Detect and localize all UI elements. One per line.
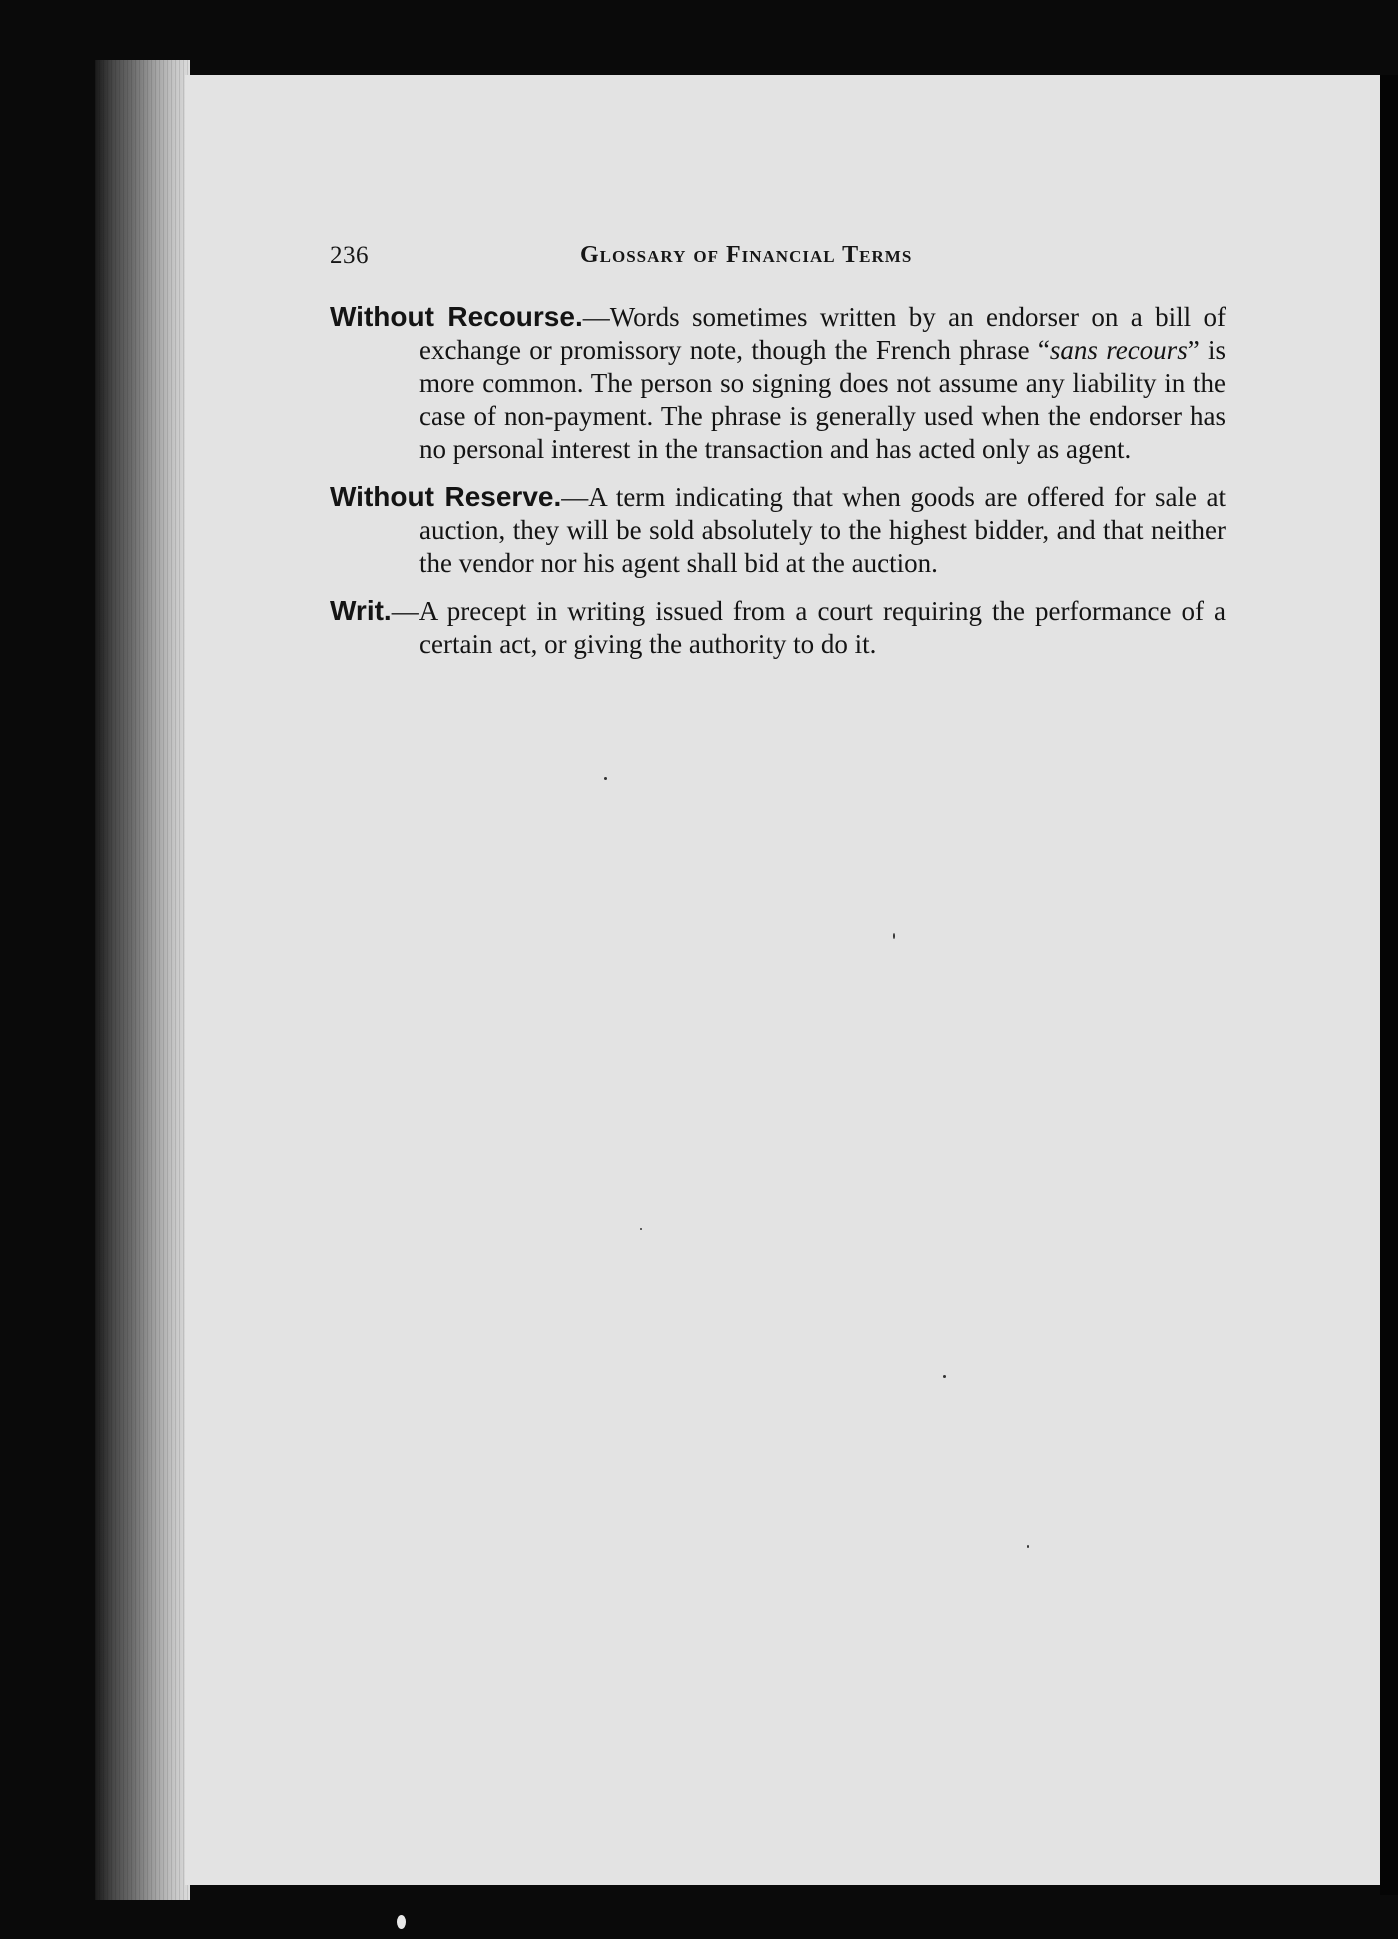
entry-definition-part: —Words sometimes written by an endorser on a bill of exchange or promissory note, though the French phrase “ (419, 302, 1227, 365)
entry-definition-part: ” is more common. The person so signing does not assume any liability in the case of non-payment. The phrase is generally used when the endorser has no personal interest in the transaction and has acted only as agent. (419, 335, 1226, 464)
glossary-entry-writ (330, 594, 1226, 661)
scan-speck (893, 933, 895, 939)
running-title: Glossary of Financial Terms (580, 242, 913, 268)
scan-speck (604, 777, 607, 780)
entry-definition: —A term indicating that when goods are offered for sale at auction, they will be sold absolutely to the highest bidder, and that neither the vendor nor his agent shall bid at the auction. (419, 482, 1226, 578)
page-gutter-shadow (1380, 75, 1398, 1895)
glossary-entries (330, 300, 1226, 675)
scan-speck (1027, 1545, 1029, 1548)
entry-term: Writ. (330, 595, 392, 626)
scan-speck (640, 1228, 642, 1230)
page-number: 236 (330, 242, 369, 269)
scan-speck (397, 1915, 406, 1929)
running-head (330, 242, 1230, 274)
glossary-entry-without-reserve (330, 480, 1226, 580)
glossary-entry-without-recourse (330, 300, 1226, 466)
entry-definition: —A precept in writing issued from a court requiring the performance of a certain act, or giving the authority to do it. (391, 596, 1226, 659)
entry-definition-italic: sans recours (1049, 335, 1188, 365)
entry-term: Without Recourse. (330, 301, 583, 332)
scan-speck (943, 1375, 946, 1378)
entry-term: Without Reserve. (330, 481, 562, 512)
book-page-edges (95, 60, 190, 1900)
